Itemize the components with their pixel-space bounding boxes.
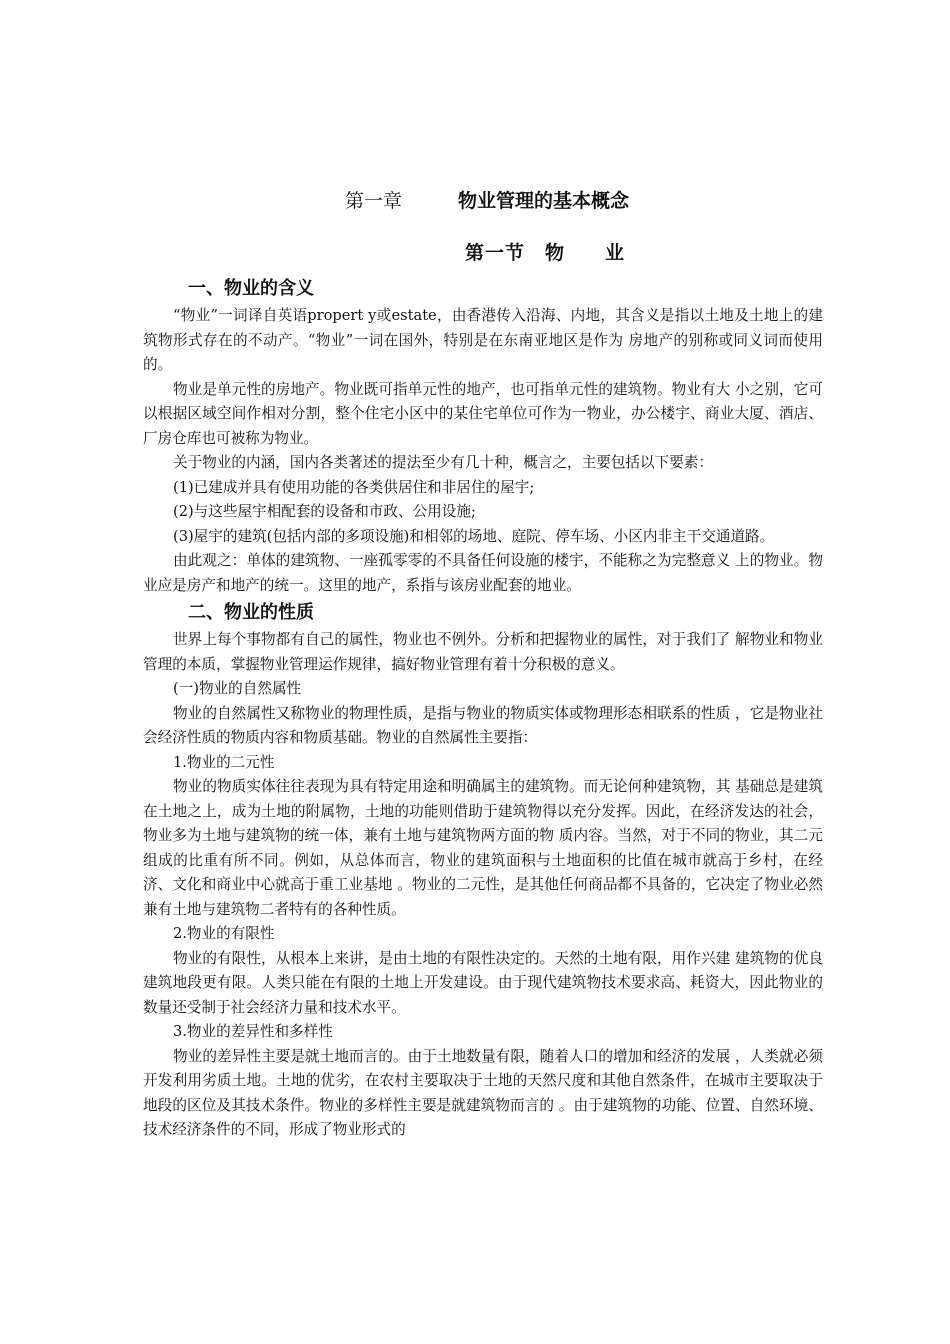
chapter-name: 物业管理的基本概念 — [458, 190, 630, 212]
chapter-number: 第一章 — [345, 190, 403, 212]
list-item: (2)与这些屋宇相配套的设备和市政、公用设施; — [173, 503, 476, 520]
paragraph: 物业的有限性，从根本上来讲，是由土地的有限性决定的。天然的土地有限，用作兴建 建筑物的优良建筑地段更有限。人类只能在有限的土地上开发建设。由于现代建筑物技术要求高、耗资大，因此物业的数量还受制于社会经济力量和技术水平。 — [143, 949, 823, 1016]
subsection-heading: 2.物业的有限性 — [173, 925, 275, 942]
paragraph: 物业是单元性的房地产。物业既可指单元性的地产，也可指单元性的建筑物。物业有大 小之别，它可以根据区域空间作相对分割，整个住宅小区中的某住宅单位可作为一物业，办公楼宇、商业大厦、酒店、厂房仓库也可被称为物业。 — [143, 380, 823, 447]
list-item: (1)已建成并具有使用功能的各类供居住和非居住的屋宇; — [173, 478, 535, 496]
paragraph: 物业的物质实体往往表现为具有特定用途和明确属主的建筑物。而无论何种建筑物，其 基础总是建筑在土地之上，成为土地的附属物，土地的功能则借助于建筑物得以充分发挥。因此，在经济发达的社会，物业多为土地与建筑物的统一体，兼有土地与建筑物两方面的物 质内容。当然，对于不同的物业，其二元组成的比重有所不同。例如，从总体而言，物业的建筑面积与土地面积的比值在城市就高于乡村，在经济、文化和商业中心就高于重工业基地 。物业的二元性，是其他任何商品都不具备的，它决定了物业必然兼有土地与建筑物二者特有的各种性质。 — [143, 778, 823, 918]
section-heading: 一、物业的含义 — [188, 278, 314, 299]
paragraph: 物业的自然属性又称物业的物理性质，是指与物业的物质实体或物理形态相联系的性质 ，它是物业社会经济性质的物质内容和物质基础。物业的自然属性主要指： — [143, 704, 823, 746]
paragraph: 世界上每个事物都有自己的属性，物业也不例外。分析和把握物业的属性，对于我们了 解物业和物业管理的本质，掌握物业管理运作规律，搞好物业管理有着十分积极的意义。 — [143, 631, 823, 673]
section-title: 第一节 物 业 — [465, 242, 626, 264]
subsection-heading: (一)物业的自然属性 — [173, 680, 302, 697]
subsection-heading: 1.物业的二元性 — [173, 753, 275, 771]
chapter-title — [345, 186, 629, 213]
subsection-heading: 3.物业的差异性和多样性 — [173, 1023, 333, 1040]
list-item: (3)屋宇的建筑(包括内部的多项设施)和相邻的场地、庭院、停车场、小区内非主干交通道路。 — [173, 527, 775, 545]
paragraph: “物业”一词译自英语propert y或estate，由香港传入沿海、内地，其含义是指以土地及土地上的建筑物形式存在的不动产。“物业”一词在国外，特别是在东南亚地区是作为 房地产的别称或同义词而使用的。 — [143, 307, 823, 373]
body-text — [143, 274, 823, 1143]
paragraph: 关于物业的内涵，国内各类著述的提法至少有几十种，概言之，主要包括以下要素： — [173, 454, 713, 471]
section-heading: 二、物业的性质 — [188, 602, 314, 623]
paragraph: 物业的差异性主要是就土地而言的。由于土地数量有限，随着人口的增加和经济的发展 ，人类就必须开发利用劣质土地。土地的优劣，在农村主要取决于土地的天然尺度和其他自然条件，在城市主要取决于地段的区位及其技术条件。物业的多样性主要是就建筑物而言的 。由于建筑物的功能、位置、自然环境、技术经济条件的不同，形成了物业形式的 — [143, 1047, 823, 1138]
paragraph: 由此观之：单体的建筑物、一座孤零零的不具备任何设施的楼宇，不能称之为完整意义 上的物业。物业应是房产和地产的统一。这里的地产，系指与该房业配套的地业。 — [143, 552, 823, 594]
